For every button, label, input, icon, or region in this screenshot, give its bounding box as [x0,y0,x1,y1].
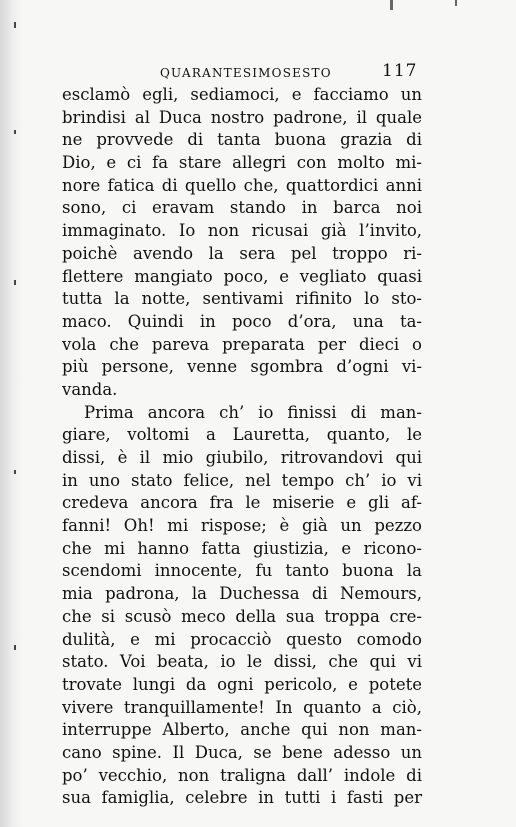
page-edge-mark [14,130,16,134]
text-line: sua famiglia, celebre in tutti i fasti per [62,788,422,808]
text-line: po’ vecchio, non traligna dall’ indole di [62,765,422,785]
text-line: cano spine. Il Duca, se bene adesso un [62,742,422,762]
page-edge-mark [14,470,16,474]
text-line: esclamò egli, sediamoci, e facciamo un [62,85,422,104]
text-line: flettere mangiato poco, e vegliato quasi [62,266,422,286]
text-line: vivere tranquillamente! In quanto a ciò, [62,697,422,717]
page-edge-mark [14,645,16,650]
text-line: maco. Quindi in poco d’ora, una ta- [62,311,422,331]
text-line: tutta la notte, sentivami rifinito lo sto- [62,289,422,309]
scan-mark [455,0,457,6]
text-line: stato. Voi beata, io le dissi, che qui vi [62,652,422,672]
text-line: dulità, e mi procacciò questo comodo [62,629,422,649]
text-line: nore fatica di quello che, quattordici anni [62,175,422,195]
text-line: sono, ci eravam stando in barca noi [62,198,422,218]
scan-mark [390,0,393,10]
page-number: 117 [382,61,418,81]
text-line: dissi, è il mio giubilo, ritrovandovi qui [62,448,422,467]
text-line: brindisi al Duca nostro padrone, il quale [62,107,422,127]
running-head [160,61,420,84]
text-line: poichè avendo la sera pel troppo ri- [62,243,422,263]
text-line: più persone, venne sgombra d’ogni vi- [62,357,422,377]
paragraph-end-line: vanda. [62,379,118,399]
text-line: in uno stato felice, nel tempo ch’ io vi [62,470,422,490]
text-line: trovate lungi da ogni pericolo, e potete [62,674,422,694]
text-line: ne provvede di tanta buona grazia di [62,130,422,150]
text-line: giare, voltomi a Lauretta, quanto, le [62,425,422,445]
text-line: che si scusò meco della sua troppa cre- [62,606,422,626]
text-line: credeva ancora fra le miserie e gli af- [62,493,422,513]
text-line: vola che pareva preparata per dieci o [62,334,422,354]
page-edge-mark [14,280,16,285]
text-line: fanni! Oh! mi rispose; è già un pezzo [62,516,422,536]
paragraph-start-line: Prima ancora ch’ io finissi di man- [84,402,422,422]
text-line: che mi hanno fatta giustizia, e ricono- [62,538,422,558]
text-line: scendomi innocente, fu tanto buona la [62,561,422,581]
page-edge-mark [14,22,16,28]
running-title: QUARANTESIMOSESTO [160,66,332,80]
text-line: interruppe Alberto, anche qui non man- [62,720,422,740]
page-edge-shadow [0,0,22,827]
body-text [62,84,422,810]
text-line: immaginato. Io non ricusai già l’invito, [62,221,422,241]
text-line: Dio, e ci fa stare allegri con molto mi- [62,153,422,173]
text-line: mia padrona, la Duchessa di Nemours, [62,584,422,604]
